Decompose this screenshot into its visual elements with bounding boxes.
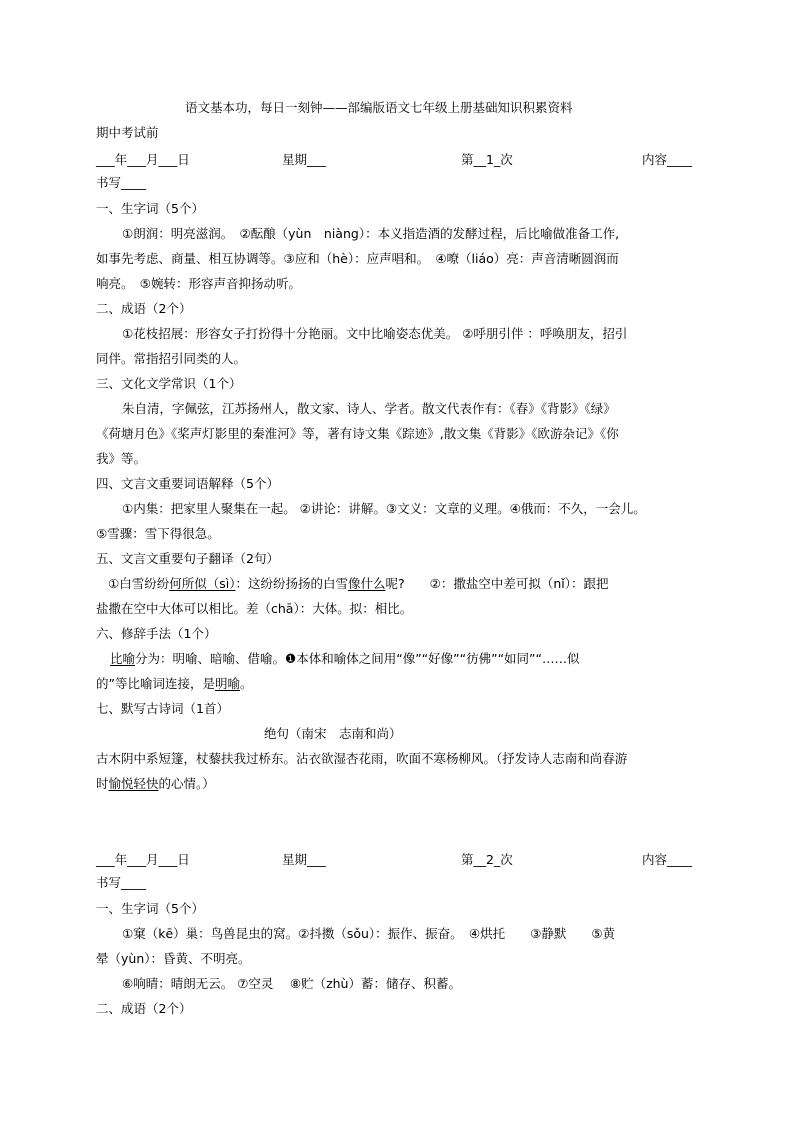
literature-line: 朱自清，字佩弦，江苏扬州人，散文家、诗人、学者。散文代表作有：《春》《背影》《绿》 (122, 401, 616, 416)
vocab-line: ⑥响晴：晴朗无云。 ⑦空灵 ⑧贮（zhù）蓄：储存、积蓄。 (122, 976, 461, 991)
section-heading: 四、文言文重要词语解释（5个） (96, 476, 279, 491)
content-field: 内容____ (642, 852, 693, 867)
session-count-field: 第__1_次 (461, 152, 513, 167)
vocab-line: ①窠（kē）巢：鸟兽昆虫的窝。②抖擞（sǒu）：振作、振奋。 ④烘托 ③静默 ⑤黄 (122, 926, 616, 941)
translation-line: 盐撒在空中大体可以相比。差（chā）：大体。拟：相比。 (96, 601, 413, 616)
vocab-line: 晕（yùn）：昏黄、不明亮。 (96, 951, 251, 966)
underlined-phrase: 像什么 (347, 576, 386, 591)
session-count-field: 第__2_次 (461, 852, 513, 867)
weekday-field: 星期___ (282, 152, 326, 167)
literature-line: 我》等。 (96, 451, 147, 466)
writing-field: 书写____ (96, 875, 147, 890)
underlined-phrase: 何所似（sì） (169, 576, 236, 591)
section-heading: 一、生字词（5个） (96, 201, 204, 216)
classical-word-line: ⑤雪骤：雪下得很急。 (96, 526, 220, 541)
writing-field: 书写____ (96, 175, 147, 190)
classical-word-line: ①内集：把家里人聚集在一起。 ②讲论：讲解。③文义：文章的义理。④俄而：不久，一会儿。 (122, 501, 646, 516)
translation-line: ①白雪纷纷何所似（sì）：这纷纷扬扬的白雪像什么呢? ②：撒盐空中差可拟（nǐ）：跟把 (108, 576, 609, 591)
idiom-line: 同伴。常指招引同类的人。 (96, 351, 247, 366)
rhetoric-line: 比喻分为：明喻、暗喻、借喻。❶本体和喻体之间用“像”“好像”“彷佛”“如同”“……似 (110, 651, 580, 666)
literature-line: 《荷塘月色》《桨声灯影里的秦淮河》等，著有诗文集《踪迹》,散文集《背影》《欧游杂记》《你 (96, 426, 619, 441)
vocab-line: 响亮。 ⑤婉转：形容声音抑扬动听。 (96, 276, 301, 291)
section-heading: 六、修辞手法（1个） (96, 626, 217, 641)
content-field: 内容____ (642, 152, 693, 167)
poem-title: 绝句（南宋 志南和尚） (264, 726, 402, 741)
section-heading: 二、成语（2个） (96, 301, 192, 316)
underlined-phrase: 明喻 (214, 676, 240, 691)
vocab-line: ①朗润：明亮滋润。 ②酝酿（yùn niàng）：本义指造酒的发酵过程，后比喻做准备工作, (122, 226, 620, 241)
poem-line: 时愉悦轻快的心情。） (96, 776, 215, 791)
section-heading: 五、文言文重要句子翻译（2句） (96, 551, 279, 566)
document-title: 语文基本功，每日一刻钟——部编版语文七年级上册基础知识积累资料 (185, 100, 573, 115)
section-heading: 二、成语（2个） (96, 1001, 192, 1016)
date-field: ___年___月___日 (96, 852, 190, 867)
section-heading: 七、默写古诗词（1首） (96, 701, 229, 716)
document-subtitle: 期中考试前 (96, 125, 159, 140)
section-heading: 三、文化文学常识（1个） (96, 376, 242, 391)
weekday-field: 星期___ (282, 852, 326, 867)
idiom-line: ①花枝招展：形容女子打扮得十分艳丽。文中比喻姿态优美。 ②呼朋引伴 ：呼唤朋友，招引 (122, 326, 628, 341)
vocab-line: 如事先考虑、商量、相互协调等。③应和（hè）：应声唱和。 ④嘹（liáo）亮：声音清晰圆润而 (96, 251, 619, 266)
section-heading: 一、生字词（5个） (96, 901, 204, 916)
date-field: ___年___月___日 (96, 152, 190, 167)
rhetoric-line: 的”等比喻词连接，是明喻。 (96, 676, 253, 691)
poem-line: 古木阴中系短篷，杖藜扶我过桥东。沾衣欲湿杏花雨，吹面不寒杨柳风。（抒发诗人志南和尚春游 (96, 751, 628, 766)
underlined-phrase: 愉悦轻快 (108, 776, 159, 791)
underlined-phrase: 比喻 (110, 651, 136, 666)
